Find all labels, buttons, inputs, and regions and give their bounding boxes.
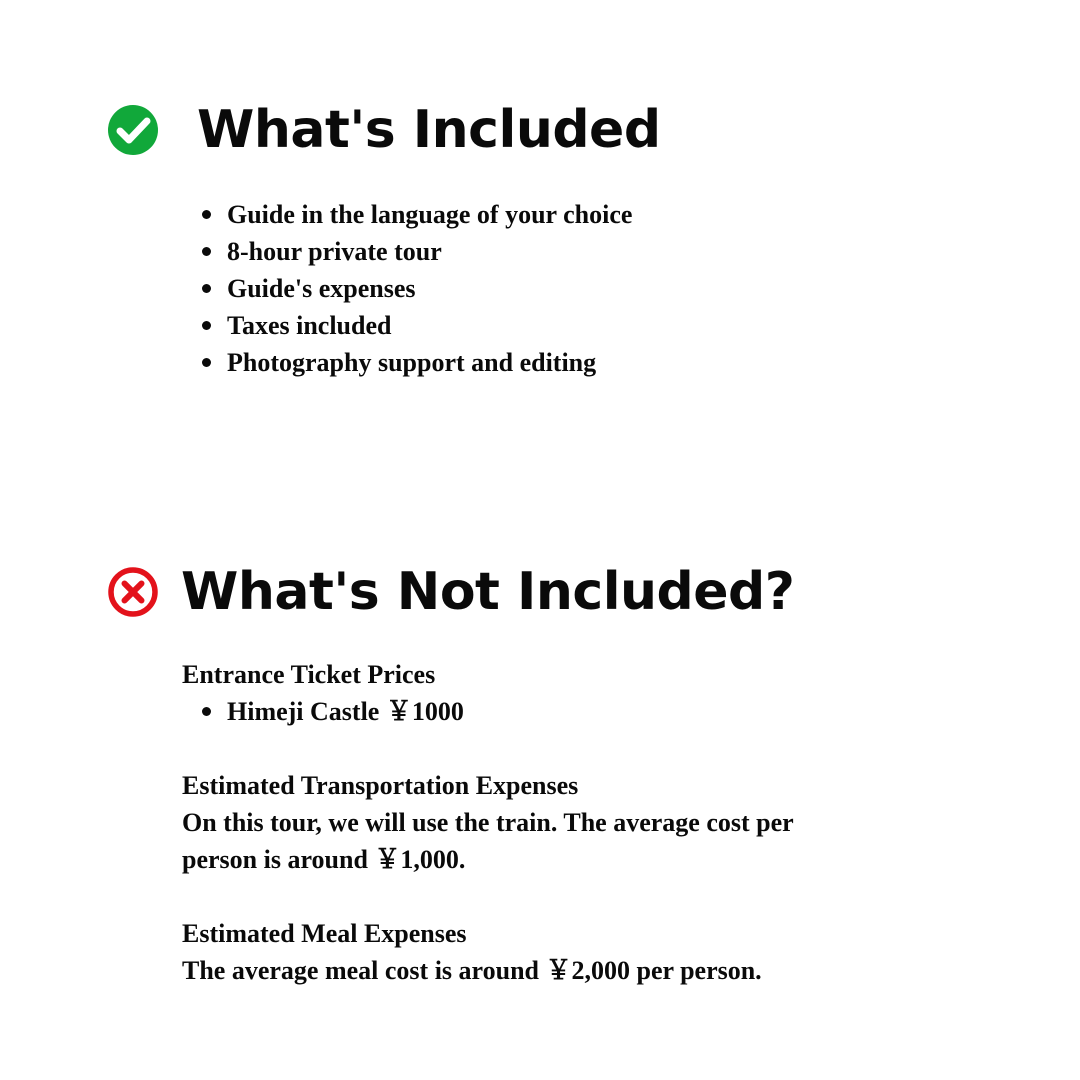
not-included-header [107,562,795,622]
not-included-title: What's Not Included? [181,562,795,622]
not-included-body [182,656,822,989]
list-item: Taxes included [182,307,632,344]
entrance-list [182,693,822,730]
check-circle-icon [107,104,159,156]
list-item: 8-hour private tour [182,233,632,270]
included-header [107,100,661,160]
included-list [182,196,632,381]
list-item: Guide's expenses [182,270,632,307]
meal-text: The average meal cost is around ￥2,000 per person. [182,956,762,985]
list-item: Photography support and editing [182,344,632,381]
x-circle-icon [107,566,159,618]
included-title: What's Included [197,100,661,160]
meal-title: Estimated Meal Expenses [182,919,467,948]
list-item: Himeji Castle ￥1000 [182,693,822,730]
transport-title: Estimated Transportation Expenses [182,771,579,800]
entrance-title: Entrance Ticket Prices [182,660,436,689]
list-item: Guide in the language of your choice [182,196,632,233]
transport-text: On this tour, we will use the train. The average cost per person is around ￥1,000. [182,808,794,874]
